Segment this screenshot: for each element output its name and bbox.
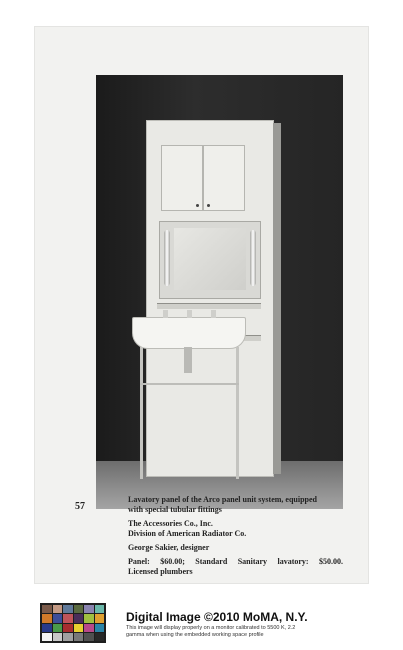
towel-rail [140,383,239,385]
faucet [163,310,168,318]
cabinet-door-right [203,145,245,211]
caption-maker-division: Division of American Radiator Co. [128,529,247,538]
caption-title-cont: with special tubular fittings [128,505,222,514]
caption-installer: Licensed plumbers [128,567,193,576]
copyright-title: Digital Image ©2010 MoMA, N.Y. [126,610,308,624]
color-swatch [84,614,94,622]
color-swatch [84,633,94,641]
caption-designer: George Sakier, designer [128,543,210,552]
calibration-note: This image will display properly on a monitor calibrated to 5500 K, 2.2 [126,625,296,631]
color-swatch [63,624,73,632]
glass-shelf [157,303,261,309]
cabinet-side [273,123,281,474]
color-swatch [95,614,105,622]
lavatory-basin [132,317,246,349]
color-swatch [63,605,73,613]
color-swatch [53,633,63,641]
catalog-page [35,27,368,583]
color-swatch [42,605,52,613]
color-swatch [42,614,52,622]
color-swatch [53,624,63,632]
color-swatch [74,614,84,622]
drain-trap [184,347,192,373]
color-swatch [42,624,52,632]
color-swatch [95,605,105,613]
mirror-recess [159,221,261,299]
color-swatch [53,614,63,622]
door-knob [207,204,210,207]
lavatory-panel-cabinet [146,120,274,477]
caption-title: Lavatory panel of the Arco panel unit system, equipped [128,495,317,504]
color-swatch [74,633,84,641]
tubular-lamp-right [250,230,256,286]
faucet [187,310,192,318]
caption-maker: The Accessories Co., Inc. [128,519,213,528]
cabinet-door-left [161,145,203,211]
caption-price: Panel: $60.00; Standard Sanitary lavatory: $50.00. [128,557,343,566]
product-photo [96,75,343,509]
color-calibration-chart [40,603,106,643]
color-swatch [53,605,63,613]
color-swatch [63,614,73,622]
color-swatch [95,624,105,632]
tubular-leg-left [140,347,143,479]
color-swatch [74,624,84,632]
color-swatch [74,605,84,613]
calibration-note-cont: gamma when using the embedded working space profile [126,632,264,638]
color-swatch [95,633,105,641]
page-number: 57 [75,501,85,512]
color-swatch [63,633,73,641]
color-swatch [42,633,52,641]
faucet [211,310,216,318]
tubular-lamp-left [164,230,170,286]
tubular-leg-right [236,347,239,479]
mirror [174,228,246,290]
color-swatch [84,624,94,632]
door-knob [196,204,199,207]
color-swatch [84,605,94,613]
